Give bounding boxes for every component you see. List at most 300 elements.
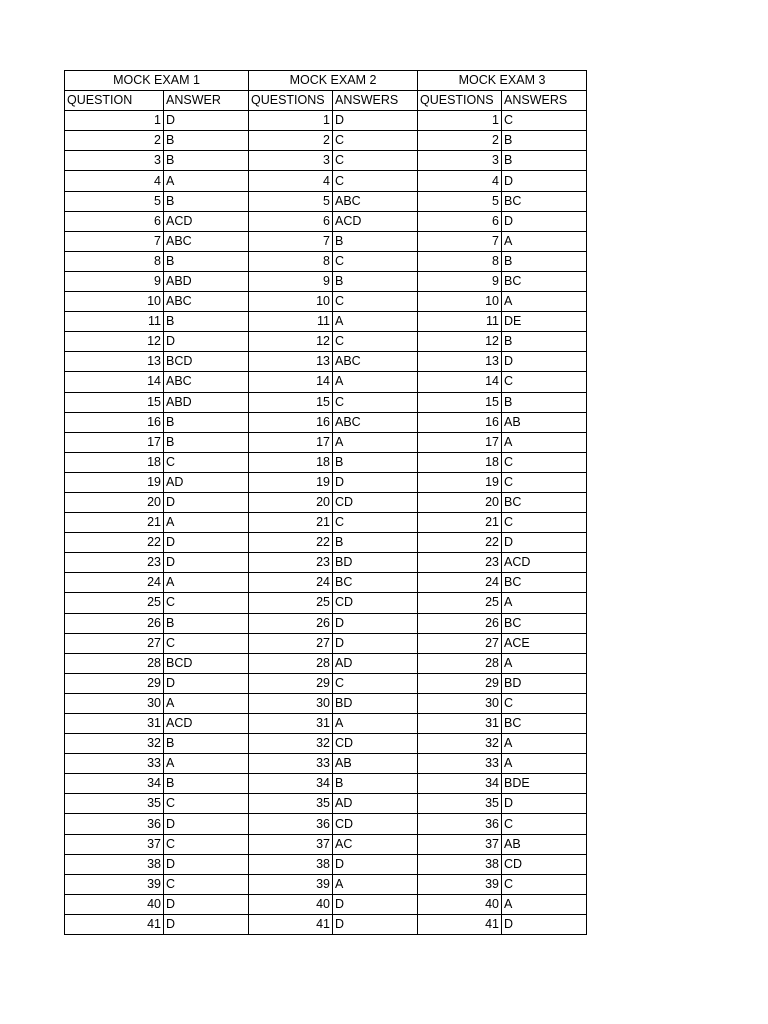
answer-cell: BD: [502, 673, 587, 693]
question-number-cell: 19: [418, 472, 502, 492]
question-number-cell: 18: [65, 452, 164, 472]
question-number-cell: 22: [418, 533, 502, 553]
table-row: [65, 392, 587, 412]
question-column-header: QUESTIONS: [418, 91, 502, 111]
answer-cell: ACE: [502, 633, 587, 653]
question-number-cell: 26: [418, 613, 502, 633]
table-row: [65, 714, 587, 734]
question-number-cell: 26: [249, 613, 333, 633]
exam-title-row: [65, 71, 587, 91]
question-number-cell: 1: [249, 111, 333, 131]
answer-cell: BCD: [164, 653, 249, 673]
question-number-cell: 38: [65, 854, 164, 874]
table-row: [65, 191, 587, 211]
answer-cell: B: [333, 533, 418, 553]
question-column-header: QUESTION: [65, 91, 164, 111]
answer-cell: C: [164, 794, 249, 814]
answer-cell: B: [164, 613, 249, 633]
question-number-cell: 19: [249, 472, 333, 492]
question-number-cell: 31: [418, 714, 502, 734]
answer-cell: B: [164, 412, 249, 432]
answer-cell: D: [164, 814, 249, 834]
question-number-cell: 29: [65, 673, 164, 693]
question-number-cell: 31: [249, 714, 333, 734]
question-number-cell: 36: [65, 814, 164, 834]
table-row: [65, 553, 587, 573]
question-number-cell: 5: [418, 191, 502, 211]
question-number-cell: 14: [249, 372, 333, 392]
answer-cell: D: [164, 492, 249, 512]
question-number-cell: 3: [65, 151, 164, 171]
question-number-cell: 33: [65, 754, 164, 774]
answer-cell: C: [164, 834, 249, 854]
question-number-cell: 8: [249, 251, 333, 271]
answer-cell: ABC: [164, 372, 249, 392]
exam-title-3: MOCK EXAM 3: [418, 71, 587, 91]
table-row: [65, 653, 587, 673]
answer-cell: BC: [502, 714, 587, 734]
answer-cell: C: [502, 452, 587, 472]
answer-cell: B: [164, 774, 249, 794]
question-number-cell: 39: [418, 874, 502, 894]
answer-cell: B: [164, 734, 249, 754]
table-row: [65, 472, 587, 492]
answer-cell: D: [164, 332, 249, 352]
table-row: [65, 251, 587, 271]
table-row: [65, 171, 587, 191]
question-number-cell: 12: [249, 332, 333, 352]
question-number-cell: 29: [418, 673, 502, 693]
answer-column-header: ANSWERS: [502, 91, 587, 111]
answer-cell: B: [502, 251, 587, 271]
question-number-cell: 7: [249, 231, 333, 251]
question-number-cell: 29: [249, 673, 333, 693]
exam-title-1: MOCK EXAM 1: [65, 71, 249, 91]
answer-cell: D: [333, 111, 418, 131]
answer-cell: A: [333, 372, 418, 392]
table-row: [65, 513, 587, 533]
question-number-cell: 10: [65, 292, 164, 312]
question-number-cell: 13: [249, 352, 333, 372]
answer-cell: B: [333, 774, 418, 794]
question-number-cell: 7: [418, 231, 502, 251]
question-number-cell: 15: [65, 392, 164, 412]
table-row: [65, 131, 587, 151]
answer-cell: ACD: [164, 714, 249, 734]
question-number-cell: 12: [65, 332, 164, 352]
question-number-cell: 6: [418, 211, 502, 231]
table-row: [65, 432, 587, 452]
answer-cell: D: [333, 633, 418, 653]
answer-cell: B: [164, 251, 249, 271]
question-number-cell: 34: [249, 774, 333, 794]
question-number-cell: 4: [65, 171, 164, 191]
question-number-cell: 25: [249, 593, 333, 613]
question-number-cell: 16: [418, 412, 502, 432]
answer-cell: A: [164, 171, 249, 191]
question-number-cell: 21: [65, 513, 164, 533]
question-number-cell: 3: [418, 151, 502, 171]
answer-column-header: ANSWER: [164, 91, 249, 111]
answer-cell: B: [164, 131, 249, 151]
answer-cell: BC: [502, 271, 587, 291]
answer-cell: B: [502, 392, 587, 412]
answer-cell: AB: [502, 412, 587, 432]
question-number-cell: 22: [65, 533, 164, 553]
answer-cell: DE: [502, 312, 587, 332]
table-row: [65, 834, 587, 854]
answer-cell: ABC: [164, 292, 249, 312]
table-row: [65, 734, 587, 754]
question-number-cell: 13: [418, 352, 502, 372]
answer-cell: B: [502, 151, 587, 171]
table-row: [65, 894, 587, 914]
answer-cell: C: [502, 111, 587, 131]
answer-cell: BD: [333, 553, 418, 573]
answer-cell: D: [502, 352, 587, 372]
table-row: [65, 292, 587, 312]
question-number-cell: 36: [249, 814, 333, 834]
answer-cell: D: [502, 211, 587, 231]
table-row: [65, 372, 587, 392]
table-row: [65, 312, 587, 332]
question-number-cell: 16: [249, 412, 333, 432]
answer-cell: A: [502, 292, 587, 312]
question-number-cell: 20: [418, 492, 502, 512]
question-number-cell: 11: [249, 312, 333, 332]
table-row: [65, 412, 587, 432]
question-number-cell: 11: [418, 312, 502, 332]
table-row: [65, 673, 587, 693]
question-number-cell: 32: [65, 734, 164, 754]
answer-cell: ACD: [333, 211, 418, 231]
answer-cell: AC: [333, 834, 418, 854]
question-number-cell: 30: [249, 693, 333, 713]
question-number-cell: 23: [249, 553, 333, 573]
question-number-cell: 9: [418, 271, 502, 291]
question-number-cell: 5: [65, 191, 164, 211]
answer-cell: D: [164, 894, 249, 914]
answer-cell: CD: [333, 734, 418, 754]
answer-cell: CD: [333, 814, 418, 834]
question-number-cell: 17: [249, 432, 333, 452]
question-number-cell: 38: [249, 854, 333, 874]
question-number-cell: 20: [249, 492, 333, 512]
question-number-cell: 33: [418, 754, 502, 774]
answer-cell: AD: [164, 472, 249, 492]
question-number-cell: 14: [418, 372, 502, 392]
answer-cell: A: [333, 874, 418, 894]
answer-cell: D: [333, 613, 418, 633]
answer-cell: ABD: [164, 271, 249, 291]
question-number-cell: 41: [65, 914, 164, 934]
answer-cell: C: [164, 874, 249, 894]
table-row: [65, 814, 587, 834]
question-number-cell: 21: [418, 513, 502, 533]
question-number-cell: 10: [249, 292, 333, 312]
column-header-row: [65, 91, 587, 111]
answer-cell: B: [164, 432, 249, 452]
answer-cell: D: [164, 673, 249, 693]
answer-cell: C: [333, 513, 418, 533]
question-number-cell: 2: [249, 131, 333, 151]
table-row: [65, 151, 587, 171]
answer-cell: ABC: [333, 352, 418, 372]
answer-cell: A: [502, 593, 587, 613]
question-number-cell: 8: [65, 251, 164, 271]
question-number-cell: 27: [65, 633, 164, 653]
answer-cell: C: [164, 452, 249, 472]
question-number-cell: 35: [418, 794, 502, 814]
question-number-cell: 40: [249, 894, 333, 914]
table-row: [65, 874, 587, 894]
question-number-cell: 37: [65, 834, 164, 854]
question-number-cell: 5: [249, 191, 333, 211]
answer-cell: A: [502, 653, 587, 673]
table-row: [65, 794, 587, 814]
question-number-cell: 35: [65, 794, 164, 814]
question-number-cell: 25: [418, 593, 502, 613]
answer-cell: A: [502, 231, 587, 251]
answer-cell: D: [164, 854, 249, 874]
question-number-cell: 37: [418, 834, 502, 854]
table-row: [65, 633, 587, 653]
answer-cell: C: [502, 814, 587, 834]
answer-cell: BC: [502, 613, 587, 633]
answer-cell: B: [164, 312, 249, 332]
answer-cell: C: [333, 673, 418, 693]
question-number-cell: 9: [249, 271, 333, 291]
question-number-cell: 15: [418, 392, 502, 412]
answer-cell: B: [333, 231, 418, 251]
answer-cell: BC: [502, 492, 587, 512]
question-number-cell: 32: [249, 734, 333, 754]
question-number-cell: 39: [65, 874, 164, 894]
answer-cell: D: [333, 914, 418, 934]
question-number-cell: 12: [418, 332, 502, 352]
table-row: [65, 774, 587, 794]
question-number-cell: 28: [418, 653, 502, 673]
answer-cell: A: [164, 573, 249, 593]
answer-cell: AB: [502, 834, 587, 854]
question-number-cell: 26: [65, 613, 164, 633]
answer-cell: B: [502, 332, 587, 352]
answer-cell: ACD: [164, 211, 249, 231]
answer-cell: C: [502, 372, 587, 392]
question-number-cell: 27: [418, 633, 502, 653]
question-number-cell: 14: [65, 372, 164, 392]
answer-cell: D: [333, 854, 418, 874]
question-number-cell: 23: [418, 553, 502, 573]
table-row: [65, 332, 587, 352]
question-number-cell: 38: [418, 854, 502, 874]
table-row: [65, 211, 587, 231]
answer-cell: BC: [333, 573, 418, 593]
question-number-cell: 33: [249, 754, 333, 774]
question-number-cell: 17: [65, 432, 164, 452]
question-number-cell: 20: [65, 492, 164, 512]
question-number-cell: 39: [249, 874, 333, 894]
question-number-cell: 37: [249, 834, 333, 854]
answer-cell: D: [502, 533, 587, 553]
question-number-cell: 21: [249, 513, 333, 533]
question-number-cell: 36: [418, 814, 502, 834]
answer-cell: C: [502, 513, 587, 533]
answer-cell: B: [164, 191, 249, 211]
question-number-cell: 32: [418, 734, 502, 754]
answer-cell: D: [164, 914, 249, 934]
answer-cell: ABC: [164, 231, 249, 251]
answer-cell: D: [333, 472, 418, 492]
question-number-cell: 41: [418, 914, 502, 934]
answer-cell: BC: [502, 573, 587, 593]
answer-cell: ACD: [502, 553, 587, 573]
answer-cell: A: [333, 714, 418, 734]
answer-cell: C: [333, 131, 418, 151]
answer-cell: CD: [333, 593, 418, 613]
table-row: [65, 754, 587, 774]
question-number-cell: 1: [65, 111, 164, 131]
answer-cell: B: [502, 131, 587, 151]
table-row: [65, 854, 587, 874]
answer-cell: A: [333, 432, 418, 452]
table-row: [65, 593, 587, 613]
question-number-cell: 19: [65, 472, 164, 492]
answer-cell: C: [502, 693, 587, 713]
question-number-cell: 24: [65, 573, 164, 593]
question-number-cell: 18: [249, 452, 333, 472]
answer-cell: A: [502, 754, 587, 774]
answer-cell: C: [333, 251, 418, 271]
answer-cell: AB: [333, 754, 418, 774]
question-number-cell: 3: [249, 151, 333, 171]
answer-cell: D: [502, 794, 587, 814]
answer-cell: A: [502, 894, 587, 914]
question-number-cell: 23: [65, 553, 164, 573]
answer-cell: D: [502, 914, 587, 934]
question-number-cell: 24: [418, 573, 502, 593]
question-number-cell: 17: [418, 432, 502, 452]
question-number-cell: 35: [249, 794, 333, 814]
table-row: [65, 573, 587, 593]
table-row: [65, 271, 587, 291]
answer-cell: A: [502, 432, 587, 452]
question-number-cell: 16: [65, 412, 164, 432]
question-number-cell: 7: [65, 231, 164, 251]
answer-cell: C: [333, 292, 418, 312]
question-number-cell: 4: [418, 171, 502, 191]
answer-cell: C: [502, 874, 587, 894]
question-number-cell: 2: [65, 131, 164, 151]
table-row: [65, 452, 587, 472]
answer-cell: ABC: [333, 412, 418, 432]
question-number-cell: 13: [65, 352, 164, 372]
answer-cell: C: [333, 392, 418, 412]
answer-cell: C: [333, 171, 418, 191]
table-row: [65, 492, 587, 512]
answer-cell: B: [333, 452, 418, 472]
answer-cell: C: [333, 332, 418, 352]
table-row: [65, 693, 587, 713]
question-number-cell: 1: [418, 111, 502, 131]
question-number-cell: 4: [249, 171, 333, 191]
answer-cell: A: [164, 513, 249, 533]
question-number-cell: 34: [418, 774, 502, 794]
answer-cell: BDE: [502, 774, 587, 794]
question-number-cell: 40: [65, 894, 164, 914]
question-number-cell: 2: [418, 131, 502, 151]
question-number-cell: 18: [418, 452, 502, 472]
answer-cell: B: [164, 151, 249, 171]
answer-cell: AD: [333, 653, 418, 673]
answer-cell: ABC: [333, 191, 418, 211]
answer-cell: D: [164, 533, 249, 553]
question-number-cell: 22: [249, 533, 333, 553]
question-number-cell: 28: [249, 653, 333, 673]
question-number-cell: 25: [65, 593, 164, 613]
question-number-cell: 15: [249, 392, 333, 412]
question-number-cell: 28: [65, 653, 164, 673]
question-number-cell: 30: [65, 693, 164, 713]
question-number-cell: 6: [65, 211, 164, 231]
question-number-cell: 8: [418, 251, 502, 271]
question-number-cell: 9: [65, 271, 164, 291]
answer-column-header: ANSWERS: [333, 91, 418, 111]
question-column-header: QUESTIONS: [249, 91, 333, 111]
answer-cell: CD: [333, 492, 418, 512]
table-row: [65, 231, 587, 251]
answer-cell: A: [164, 754, 249, 774]
answer-cell: C: [333, 151, 418, 171]
answer-cell: D: [502, 171, 587, 191]
table-row: [65, 352, 587, 372]
table-row: [65, 111, 587, 131]
question-number-cell: 41: [249, 914, 333, 934]
answer-cell: BD: [333, 693, 418, 713]
question-number-cell: 24: [249, 573, 333, 593]
answer-cell: ABD: [164, 392, 249, 412]
answer-cell: BCD: [164, 352, 249, 372]
table-row: [65, 613, 587, 633]
answer-cell: B: [333, 271, 418, 291]
answer-cell: CD: [502, 854, 587, 874]
question-number-cell: 6: [249, 211, 333, 231]
question-number-cell: 10: [418, 292, 502, 312]
answer-cell: A: [333, 312, 418, 332]
answer-cell: AD: [333, 794, 418, 814]
answer-cell: A: [502, 734, 587, 754]
answer-cell: D: [333, 894, 418, 914]
question-number-cell: 27: [249, 633, 333, 653]
answer-cell: D: [164, 111, 249, 131]
question-number-cell: 11: [65, 312, 164, 332]
question-number-cell: 31: [65, 714, 164, 734]
answer-cell: D: [164, 553, 249, 573]
answer-cell: C: [502, 472, 587, 492]
question-number-cell: 34: [65, 774, 164, 794]
exam-title-2: MOCK EXAM 2: [249, 71, 418, 91]
answer-cell: A: [164, 693, 249, 713]
answer-key-table: [64, 70, 587, 935]
question-number-cell: 40: [418, 894, 502, 914]
table-row: [65, 914, 587, 934]
answer-cell: C: [164, 593, 249, 613]
table-row: [65, 533, 587, 553]
question-number-cell: 30: [418, 693, 502, 713]
answer-cell: BC: [502, 191, 587, 211]
answer-key-body: [65, 71, 587, 935]
answer-cell: C: [164, 633, 249, 653]
